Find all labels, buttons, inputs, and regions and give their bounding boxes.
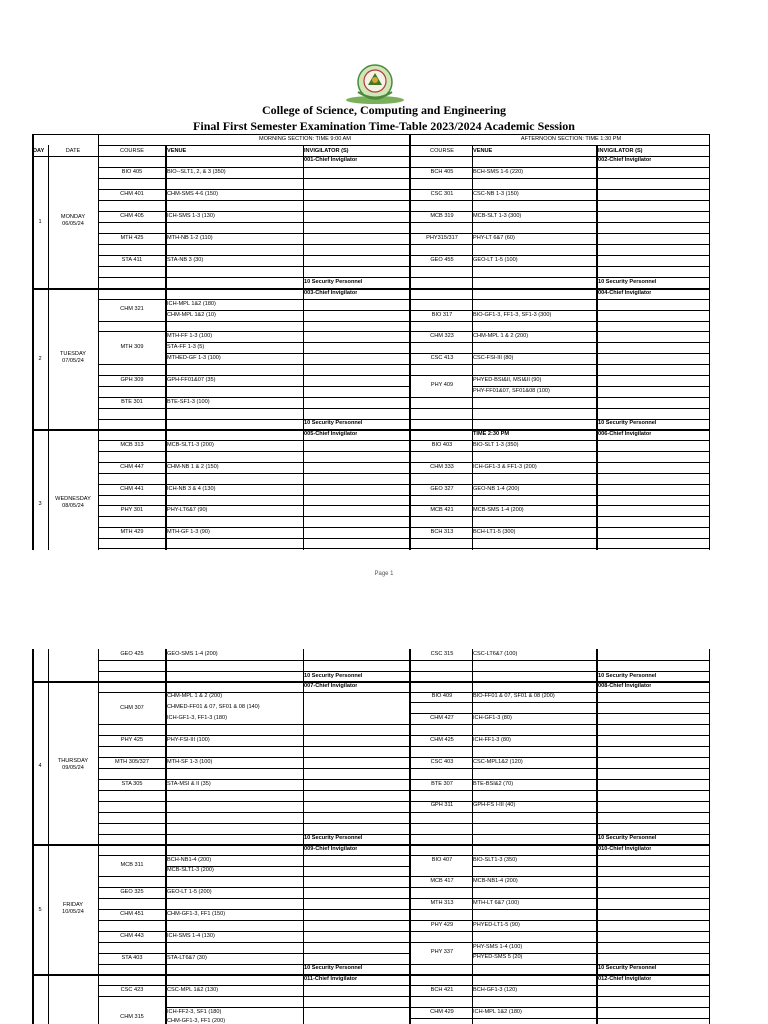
chief-invigilator: 002-Chief Invigilator xyxy=(598,157,652,163)
venue: MTH-SF 1-3 (100) xyxy=(167,759,213,765)
day-block-3 xyxy=(32,431,98,550)
course-code: CHM 441 xyxy=(120,486,144,492)
venue: BIO--SLT1, 2, & 3 (350) xyxy=(167,169,226,175)
course-code: BIO 403 xyxy=(431,442,453,448)
venue: STA-LT6&7 (30) xyxy=(167,955,207,961)
security-personnel: 10 Security Personnel xyxy=(304,420,363,426)
timetable-title: Final First Semester Examination Time-Table 2023/2024 Academic Session xyxy=(193,119,575,133)
venue: ICH-FF2-3, SF1 (180) xyxy=(167,1009,222,1015)
page-number: Page 1 xyxy=(374,571,394,577)
course-code: BCH 421 xyxy=(430,987,454,993)
day-name: FRIDAY xyxy=(62,902,84,908)
venue: PHYED-BSI&II, MSI&II (90) xyxy=(473,377,542,383)
venue: GEO-LT 1-5 (100) xyxy=(473,257,518,263)
venue: CHM-SMS 4-6 (150) xyxy=(167,191,218,197)
venue: CHM-NB 1 & 2 (150) xyxy=(167,464,219,470)
day-block-4 xyxy=(32,683,98,846)
chief-invigilator: 004-Chief Invigilator xyxy=(598,290,652,296)
chief-invigilator: 011-Chief Invigilator xyxy=(304,976,358,982)
course-code: CSC 315 xyxy=(430,651,454,657)
venue: GEO-NB 1-4 (200) xyxy=(473,486,520,492)
course-code: CHM 443 xyxy=(120,933,144,939)
chief-invigilator: 010-Chief Invigilator xyxy=(598,846,652,852)
course-code: MCB 421 xyxy=(430,507,454,513)
venue: MCB-SLT 1-3 (300) xyxy=(473,213,522,219)
course-code: GPH 311 xyxy=(430,802,454,808)
timetable-continued xyxy=(32,649,710,1024)
course-code: MCB 313 xyxy=(120,442,144,448)
course-code: CHM 307 xyxy=(120,705,144,711)
security-personnel: 10 Security Personnel xyxy=(304,835,363,841)
col-invigilator-pm: INVIGILATOR (S) xyxy=(598,148,643,154)
course-code: CHM 425 xyxy=(430,737,454,743)
course-code: CSC 403 xyxy=(430,759,454,765)
venue: STA-MSI & II (35) xyxy=(167,781,211,787)
course-code: GEO 325 xyxy=(120,889,144,895)
col-invigilator: INVIGILATOR (S) xyxy=(304,148,349,154)
venue: GEO-SMS 1-4 (200) xyxy=(167,651,218,657)
course-code: CHM 451 xyxy=(120,911,144,917)
course-code: CHM 401 xyxy=(120,191,144,197)
venue: BCH-SMS 1-6 (220) xyxy=(473,169,524,175)
course-code: PHY 409 xyxy=(430,382,454,388)
course-code: CHM 321 xyxy=(120,306,144,312)
venue: BCH-GF1-3 (120) xyxy=(473,987,518,993)
day-number: 2 xyxy=(38,356,42,362)
course-code: GEO 425 xyxy=(120,651,144,657)
col-date: DATE xyxy=(65,148,81,154)
day-block-2 xyxy=(32,290,98,430)
course-code: CHM 333 xyxy=(430,464,454,470)
venue: ICH-SMS 1-4 (130) xyxy=(167,933,215,939)
course-code: CHM 427 xyxy=(430,715,454,721)
venue: ICH-MPL 1&2 (180) xyxy=(167,301,216,307)
venue: MCB-NB1-4 (200) xyxy=(473,878,518,884)
security-personnel: 10 Security Personnel xyxy=(598,835,657,841)
course-code: BIO 405 xyxy=(121,169,143,175)
venue: BIO-FF01 & 07, SF01 & 08 (200) xyxy=(473,693,555,699)
venue: PHY-FF01&07, SF01&08 (100) xyxy=(473,388,550,394)
course-code: PHY 337 xyxy=(430,949,454,955)
venue: ICH-GF1-3 (80) xyxy=(473,715,512,721)
venue: BTE-BSI&2 (70) xyxy=(473,781,514,787)
security-personnel: 10 Security Personnel xyxy=(598,673,657,679)
course-code: MTH 309 xyxy=(120,344,144,350)
afternoon-section-header: AFTERNOON SECTION: TIME 1:30 PM xyxy=(520,136,622,142)
venue: MCB-SLT1-3 (200) xyxy=(167,442,214,448)
timetable-top xyxy=(32,134,710,550)
venue: MCB-SMS 1-4 (200) xyxy=(473,507,524,513)
course-code: GEO 327 xyxy=(430,486,454,492)
college-title: College of Science, Computing and Engineering xyxy=(261,103,506,117)
venue: STA-FF 1-3 (5) xyxy=(167,344,205,350)
venue: PHYED-LT1-5 (90) xyxy=(473,922,520,928)
venue: CSC-LT6&7 (100) xyxy=(473,651,518,657)
chief-invigilator: 006-Chief Invigilator xyxy=(598,431,652,437)
day-number: 4 xyxy=(38,763,42,769)
course-code: BIO 409 xyxy=(431,693,453,699)
venue: BIO-GF1-3, FF1-3, SF1-3 (300) xyxy=(473,312,552,318)
venue: MCB-SLT1-3 (200) xyxy=(167,867,214,873)
venue: ICH-GF1-3, FF1-3 (180) xyxy=(167,715,227,721)
college-crest-logo xyxy=(344,58,406,104)
venue: PHYED-SMS 5 (20) xyxy=(473,954,523,960)
venue: CHMED-FF01 & 07, SF01 & 08 (140) xyxy=(167,704,260,710)
venue: BIO-SLT1-3 (350) xyxy=(473,857,518,863)
course-code: CSC 413 xyxy=(430,355,454,361)
col-venue: VENUE xyxy=(167,148,187,154)
afternoon-time: TIME 2:30 PM xyxy=(473,431,510,437)
day-block-1 xyxy=(32,156,98,290)
day-name: THURSDAY xyxy=(57,758,89,764)
venue: STA-NB 3 (30) xyxy=(167,257,204,263)
venue: BCH-NB1-4 (200) xyxy=(167,857,212,863)
course-code: MTH 425 xyxy=(120,235,144,241)
venue: CHM-MPL 1 & 2 (200) xyxy=(167,693,223,699)
venue: CHM-MPL 1&2 (10) xyxy=(167,312,216,318)
venue: CSC-MPL 1&2 (130) xyxy=(167,987,219,993)
venue: MTH-NB 1-2 (110) xyxy=(167,235,213,241)
chief-invigilator: 009-Chief Invigilator xyxy=(304,846,358,852)
course-code: PHY 425 xyxy=(120,737,144,743)
course-code: CHM 315 xyxy=(120,1014,144,1020)
venue: MTH-GF 1-3 (90) xyxy=(167,529,210,535)
day-number: 1 xyxy=(38,219,42,225)
venue: CSC-NB 1-3 (150) xyxy=(473,191,519,197)
chief-invigilator: 008-Chief Invigilator xyxy=(598,683,652,689)
col-course-pm: COURSE xyxy=(430,148,454,154)
venue: CHM-MPL 1 & 2 (200) xyxy=(473,333,529,339)
course-code: BTE 307 xyxy=(431,781,453,787)
course-code: MCB 311 xyxy=(120,862,144,868)
course-code: CHM 405 xyxy=(120,213,144,219)
course-code: MTH 305/327 xyxy=(115,759,149,765)
chief-invigilator: 005-Chief Invigilator xyxy=(304,431,358,437)
col-course: COURSE xyxy=(120,148,144,154)
venue: MTH-FF 1-3 (100) xyxy=(167,333,213,339)
venue: PHY-SMS 1-4 (100) xyxy=(473,944,523,950)
course-code: CSC 301 xyxy=(430,191,454,197)
course-code: STA 305 xyxy=(121,781,143,787)
venue: CHM-GF1-3, FF1 (200) xyxy=(167,1018,226,1024)
course-code: BIO 317 xyxy=(431,312,453,318)
day-date: 08/05/24 xyxy=(62,503,84,509)
day-date: 10/05/24 xyxy=(62,909,84,915)
security-personnel: 10 Security Personnel xyxy=(598,420,657,426)
course-code: GPH 309 xyxy=(120,377,144,383)
course-code: BIO 407 xyxy=(431,857,453,863)
course-code: MTH 429 xyxy=(120,529,144,535)
venue: BTE-SF1-3 (100) xyxy=(167,399,210,405)
course-code: CHM 447 xyxy=(120,464,144,470)
course-code: BCH 405 xyxy=(430,169,454,175)
day-name: MONDAY xyxy=(60,214,86,220)
course-code: PHY 301 xyxy=(120,507,144,513)
course-code: CHM 323 xyxy=(430,333,454,339)
course-code: STA 403 xyxy=(121,955,143,961)
day-date: 06/05/24 xyxy=(62,221,84,227)
venue: ICH-NB 3 & 4 (130) xyxy=(167,486,216,492)
security-personnel: 10 Security Personnel xyxy=(304,965,363,971)
venue: PHY-LT6&7 (90) xyxy=(167,507,208,513)
day-name: TUESDAY xyxy=(59,351,86,357)
course-code: PHY 429 xyxy=(430,922,454,928)
venue: ICH-SMS 1-3 (130) xyxy=(167,213,215,219)
venue: PHY-LT 6&7 (60) xyxy=(473,235,515,241)
day-number: 5 xyxy=(38,907,42,913)
venue: MTH-LT 6&7 (100) xyxy=(473,900,520,906)
day-date: 09/05/24 xyxy=(62,765,84,771)
venue: MTHED-GF 1-3 (100) xyxy=(167,355,221,361)
security-personnel: 10 Security Personnel xyxy=(304,673,363,679)
venue: BCH-LT1-5 (300) xyxy=(473,529,516,535)
day-block-5 xyxy=(32,846,98,974)
day-number: 3 xyxy=(38,501,42,507)
venue: GPH-FS I-III (40) xyxy=(473,802,516,808)
venue: GPH-FF01&07 (35) xyxy=(167,377,216,383)
col-day: DAY xyxy=(33,148,45,154)
venue: CHM-GF1-3, FF1 (150) xyxy=(167,911,226,917)
chief-invigilator: 003-Chief Invigilator xyxy=(304,290,358,296)
security-personnel: 10 Security Personnel xyxy=(598,279,657,285)
course-code: BTE 301 xyxy=(121,399,143,405)
venue: ICH-GF1-3 & FF1-3 (200) xyxy=(473,464,537,470)
day-name: WEDNESDAY xyxy=(55,496,91,502)
course-code: BCH 313 xyxy=(430,529,454,535)
chief-invigilator: 012-Chief Invigilator xyxy=(598,976,652,982)
venue: BIO-SLT 1-3 (350) xyxy=(473,442,519,448)
course-code: MCB 319 xyxy=(430,213,454,219)
venue: ICH-FF1-3 (80) xyxy=(473,737,511,743)
chief-invigilator: 007-Chief Invigilator xyxy=(304,683,358,689)
venue: CSC-FSI-III (80) xyxy=(473,355,514,361)
course-code: PHY315/317 xyxy=(426,235,458,241)
security-personnel: 10 Security Personnel xyxy=(598,965,657,971)
day-date: 07/05/24 xyxy=(62,358,84,364)
course-code: CHM 429 xyxy=(430,1009,454,1015)
course-code: MTH 313 xyxy=(430,900,454,906)
col-venue-pm: VENUE xyxy=(473,148,493,154)
venue: GEO-LT 1-5 (200) xyxy=(167,889,212,895)
chief-invigilator: 001-Chief Invigilator xyxy=(304,157,358,163)
course-code: CSC 423 xyxy=(120,987,144,993)
course-code: MCB 417 xyxy=(430,878,454,884)
course-code: STA 411 xyxy=(121,257,143,263)
venue: ICH-MPL 1&2 (180) xyxy=(473,1009,522,1015)
morning-section-header: MORNING SECTION: TIME 9:00 AM xyxy=(259,136,351,142)
course-code: GEO 455 xyxy=(430,257,454,263)
security-personnel: 10 Security Personnel xyxy=(304,279,363,285)
venue: CSC-MPL1&2 (120) xyxy=(473,759,523,765)
venue: PHY-FSI-III (100) xyxy=(167,737,210,743)
